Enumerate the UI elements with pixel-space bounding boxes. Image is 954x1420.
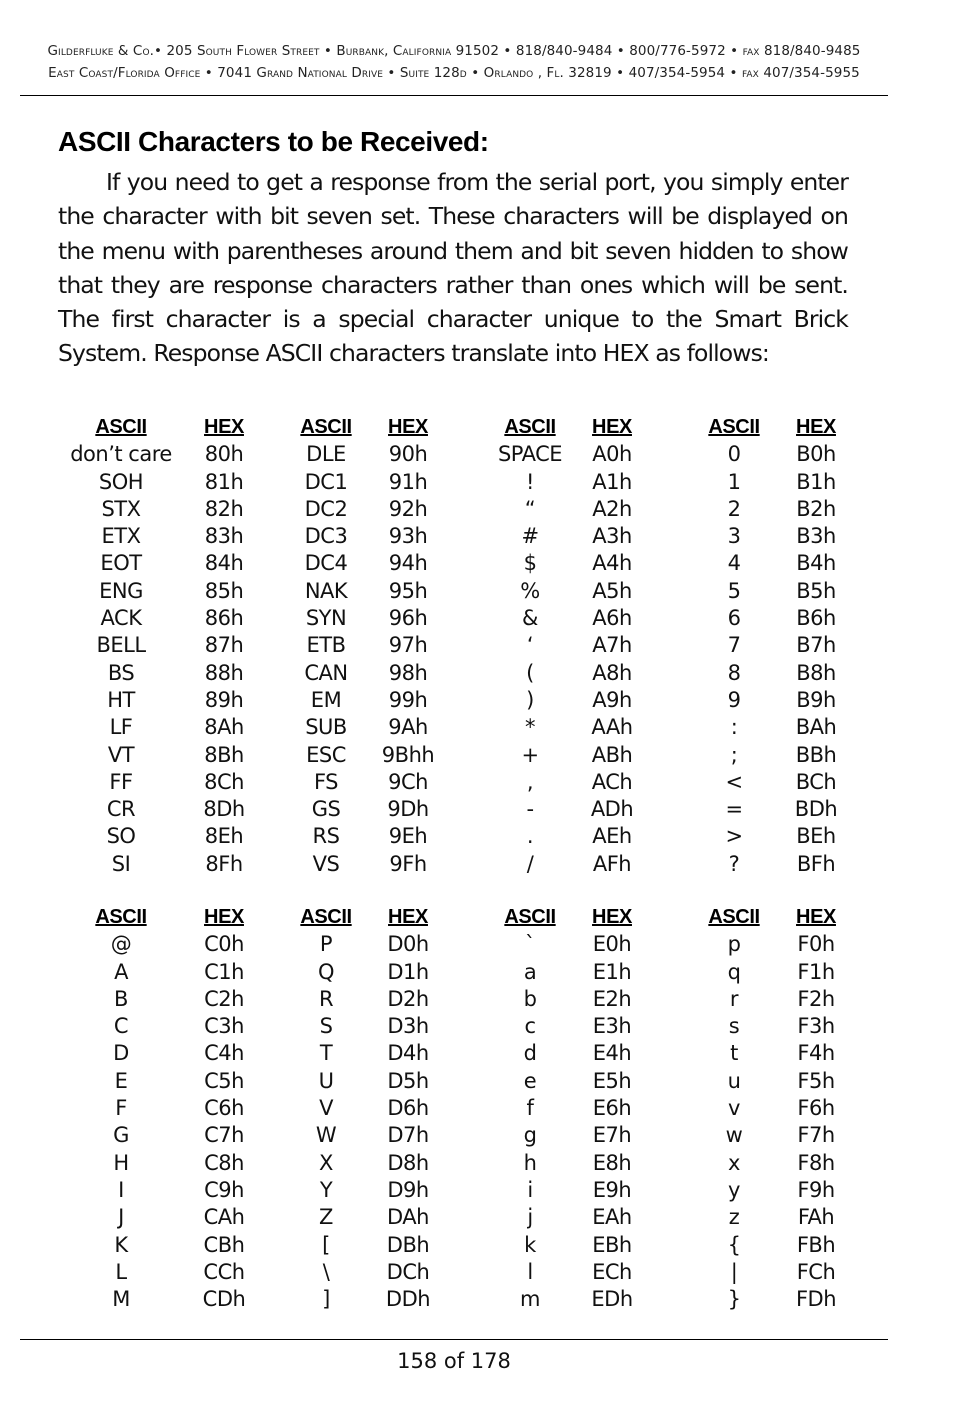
hex-cell: 86h [204,606,244,631]
column-header-ascii: ASCII [708,416,760,438]
ascii-cell: s [728,1014,740,1039]
ascii-cell: ( [526,660,534,685]
ascii-cell: v [728,1096,740,1121]
table-row [58,769,878,796]
hex-cell: F4h [797,1041,835,1066]
ascii-cell: FF [109,769,133,794]
table-row [58,1150,878,1177]
ascii-cell: ! [526,469,534,494]
hex-cell: A5h [592,578,632,603]
table-row [58,469,878,496]
ascii-cell: , [526,769,534,794]
ascii-cell: ETB [306,633,346,658]
hex-cell: 9Dh [387,797,429,822]
table-row [58,1177,878,1204]
hex-cell: C4h [204,1041,244,1066]
table-row [58,1286,878,1313]
ascii-cell: SYN [305,606,347,631]
hex-cell: B6h [796,606,836,631]
table-row [58,1013,878,1040]
column-header-hex: HEX [592,906,632,928]
hex-cell: FCh [796,1259,836,1284]
ascii-cell: 7 [727,633,741,658]
ascii-cell: * [525,715,535,740]
hex-cell: C0h [204,932,244,957]
ascii-cell: Y [319,1177,333,1202]
ascii-cell: J [118,1205,124,1230]
ascii-cell: + [521,742,539,767]
ascii-cell: ETX [101,524,141,549]
ascii-cell: LF [109,715,133,740]
ascii-cell: A [114,959,128,984]
ascii-cell: DC4 [304,551,348,576]
ascii-cell: SO [106,824,136,849]
ascii-cell: W [315,1123,337,1148]
table-row [58,796,878,823]
hex-cell: 8Dh [203,797,245,822]
hex-cell: 88h [204,660,244,685]
ascii-cell: a [523,959,537,984]
ascii-cell: t [730,1041,738,1066]
footer-divider [20,1339,888,1340]
hex-cell: FBh [796,1232,836,1257]
hex-cell: B1h [796,469,836,494]
hex-cell: F6h [797,1096,835,1121]
hex-cell: AEh [592,824,632,849]
hex-cell: A9h [592,687,632,712]
hex-cell: 8Eh [204,824,244,849]
ascii-cell: GS [311,797,341,822]
ascii-cell: { [727,1232,741,1257]
ascii-cell: i [527,1177,533,1202]
ascii-table-block-1 [58,414,878,878]
ascii-cell: STX [101,496,141,521]
hex-cell: F1h [797,959,835,984]
header-line-2: East Coast/Florida Office • 7041 Grand National Drive • Suite 128d • Orlando , Fl. 32819 • 407/354-5954 • fax 407/354-5955 [48,65,860,81]
ascii-cell: 1 [727,469,741,494]
ascii-cell: ENG [99,578,143,603]
ascii-cell: E [114,1068,128,1093]
ascii-cell: ) [526,687,534,712]
ascii-cell: e [523,1068,537,1093]
hex-cell: DAh [387,1205,429,1230]
ascii-cell: BS [107,660,135,685]
ascii-cell: X [319,1150,333,1175]
hex-cell: C5h [204,1068,244,1093]
ascii-cell: > [725,824,743,849]
ascii-cell: - [526,797,534,822]
ascii-cell: S [319,1014,333,1039]
hex-cell: 97h [388,633,428,658]
ascii-cell: p [727,932,741,957]
table-row [58,851,878,878]
ascii-cell: # [521,524,539,549]
hex-cell: F8h [797,1150,835,1175]
hex-cell: AFh [592,851,632,876]
intro-paragraph: If you need to get a response from the serial port, you simply enter the character with bit seven set. These characters will be displayed on the menu with parentheses around them and bit seven hidden to show that they are response characters rather than ones which will be sent. The first character is a special character unique to the Smart Brick System. Response ASCII characters translate into HEX as follows: [58,168,848,368]
ascii-cell: ; [730,742,738,767]
ascii-cell: DLE [306,442,346,467]
column-header-ascii: ASCII [95,906,147,928]
ascii-cell: 4 [727,551,741,576]
hex-cell: BCh [795,769,837,794]
table-row [58,1122,878,1149]
hex-cell: C8h [204,1150,244,1175]
ascii-cell: b [523,986,537,1011]
hex-cell: B0h [796,442,836,467]
hex-cell: 9Fh [389,851,427,876]
ascii-cell: ESC [306,742,346,767]
table-row [58,632,878,659]
ascii-cell: SUB [305,715,347,740]
ascii-cell: DC1 [304,469,348,494]
hex-cell: D8h [387,1150,429,1175]
table-header-row [58,414,878,441]
column-header-ascii: ASCII [504,416,556,438]
table-row [58,742,878,769]
header-line-1: Gilderfluke & Co.• 205 South Flower Street • Burbank, California 91502 • 818/840-9484 • 800/776-5972 • fax 818/840-9485 [47,43,861,59]
ascii-cell: h [523,1150,537,1175]
hex-cell: C3h [204,1014,244,1039]
hex-cell: 92h [388,496,428,521]
hex-cell: 85h [204,578,244,603]
ascii-cell: . [526,824,534,849]
hex-cell: E1h [592,959,632,984]
hex-cell: D3h [387,1014,429,1039]
hex-cell: ACh [591,769,633,794]
ascii-cell: < [725,769,743,794]
hex-cell: D5h [387,1068,429,1093]
hex-cell: EAh [592,1205,632,1230]
hex-cell: D1h [387,959,429,984]
ascii-cell: F [115,1096,127,1121]
ascii-cell: don’t care [70,442,172,467]
hex-cell: BEh [796,824,836,849]
ascii-cell: CAN [304,660,348,685]
ascii-cell: DC2 [304,496,348,521]
hex-cell: E0h [592,932,632,957]
hex-cell: D7h [387,1123,429,1148]
ascii-cell: w [725,1123,743,1148]
table-row [58,1259,878,1286]
hex-cell: E7h [592,1123,632,1148]
hex-cell: CCh [203,1259,245,1284]
ascii-cell: r [729,986,739,1011]
table-row [58,1068,878,1095]
ascii-cell: @ [110,932,132,957]
hex-cell: 89h [204,687,244,712]
ascii-cell: M [112,1287,130,1312]
column-header-hex: HEX [388,416,428,438]
hex-cell: B9h [796,687,836,712]
ascii-cell: j [527,1205,533,1230]
hex-cell: C1h [204,959,244,984]
ascii-cell: L [115,1259,127,1284]
hex-cell: 83h [204,524,244,549]
ascii-cell: G [113,1123,129,1148]
ascii-cell: : [730,715,738,740]
ascii-cell: C [113,1014,129,1039]
table-row [58,523,878,550]
ascii-cell: HT [107,687,135,712]
ascii-cell: u [727,1068,741,1093]
hex-cell: BBh [795,742,837,767]
hex-cell: A3h [592,524,632,549]
table-row [58,660,878,687]
hex-cell: CDh [202,1287,246,1312]
column-header-hex: HEX [796,416,836,438]
hex-cell: BDh [794,797,838,822]
hex-cell: 96h [388,606,428,631]
ascii-cell: “ [524,496,536,521]
table-row [58,687,878,714]
hex-cell: F2h [797,986,835,1011]
column-header-ascii: ASCII [300,416,352,438]
ascii-cell: RS [312,824,340,849]
hex-cell: F5h [797,1068,835,1093]
ascii-cell: 9 [727,687,741,712]
hex-cell: 87h [204,633,244,658]
hex-cell: E9h [592,1177,632,1202]
table-row [58,1204,878,1231]
ascii-cell: NAK [304,578,348,603]
column-header-ascii: ASCII [95,416,147,438]
section-title: ASCII Characters to be Received: [58,126,489,157]
ascii-cell: g [523,1123,537,1148]
hex-cell: 80h [204,442,244,467]
hex-cell: E5h [592,1068,632,1093]
ascii-cell: V [319,1096,333,1121]
hex-cell: 9Bhh [381,742,435,767]
table-row [58,441,878,468]
hex-cell: AAh [591,715,633,740]
ascii-cell: 0 [727,442,741,467]
hex-cell: 9Ah [388,715,428,740]
ascii-cell: / [526,851,534,876]
hex-cell: B8h [796,660,836,685]
hex-cell: EDh [591,1287,633,1312]
hex-cell: B3h [796,524,836,549]
ascii-cell: $ [523,551,537,576]
ascii-cell: f [526,1096,534,1121]
hex-cell: A2h [592,496,632,521]
table-row [58,1232,878,1259]
column-header-hex: HEX [204,906,244,928]
hex-cell: CAh [203,1205,245,1230]
hex-cell: 8Bh [204,742,244,767]
ascii-cell: H [113,1150,129,1175]
hex-cell: E2h [592,986,632,1011]
hex-cell: 99h [388,687,428,712]
ascii-cell: CR [106,797,136,822]
column-header-hex: HEX [592,416,632,438]
hex-cell: A0h [592,442,632,467]
table-row [58,550,878,577]
ascii-cell: VS [312,851,340,876]
ascii-cell: = [725,797,743,822]
hex-cell: A7h [592,633,632,658]
ascii-cell: ? [728,851,740,876]
hex-cell: F9h [797,1177,835,1202]
page-number: 158 of 178 [397,1349,511,1373]
header-divider [20,95,888,96]
ascii-cell: 6 [727,606,741,631]
ascii-cell: ] [322,1287,330,1312]
ascii-cell: 3 [727,524,741,549]
table-row [58,496,878,523]
hex-cell: B2h [796,496,836,521]
hex-cell: A8h [592,660,632,685]
table-row [58,986,878,1013]
hex-cell: EBh [592,1232,632,1257]
hex-cell: D4h [387,1041,429,1066]
hex-cell: C2h [204,986,244,1011]
table-row [58,1095,878,1122]
ascii-cell: ACK [100,606,142,631]
ascii-cell: U [318,1068,334,1093]
hex-cell: DDh [385,1287,431,1312]
hex-cell: F7h [797,1123,835,1148]
hex-cell: D0h [387,932,429,957]
ascii-cell: D [113,1041,129,1066]
hex-cell: D9h [387,1177,429,1202]
table-row [58,931,878,958]
hex-cell: 9Ch [388,769,428,794]
ascii-cell: FS [313,769,339,794]
hex-cell: 84h [204,551,244,576]
hex-cell: 91h [388,469,428,494]
ascii-cell: z [728,1205,740,1230]
ascii-cell: } [727,1287,741,1312]
column-header-ascii: ASCII [708,906,760,928]
hex-cell: 82h [204,496,244,521]
column-header-ascii: ASCII [504,906,556,928]
ascii-cell: ` [525,932,535,957]
column-header-hex: HEX [796,906,836,928]
hex-cell: A1h [592,469,632,494]
hex-cell: D6h [387,1096,429,1121]
ascii-cell: R [318,986,334,1011]
table-row [58,605,878,632]
hex-cell: F3h [797,1014,835,1039]
table-row [58,823,878,850]
hex-cell: B5h [796,578,836,603]
ascii-cell: Q [317,959,335,984]
hex-cell: 94h [388,551,428,576]
column-header-ascii: ASCII [300,906,352,928]
ascii-cell: 2 [727,496,741,521]
hex-cell: E3h [592,1014,632,1039]
hex-cell: B4h [796,551,836,576]
ascii-cell: ‘ [526,633,534,658]
ascii-cell: m [520,1287,540,1312]
hex-cell: ABh [591,742,633,767]
ascii-cell: P [319,932,333,957]
ascii-cell: DC3 [304,524,348,549]
ascii-cell: c [524,1014,536,1039]
hex-cell: 81h [204,469,244,494]
hex-cell: 90h [388,442,428,467]
ascii-cell: x [728,1150,740,1175]
hex-cell: E4h [592,1041,632,1066]
ascii-cell: Z [319,1205,333,1230]
hex-cell: CBh [203,1232,245,1257]
hex-cell: D2h [387,986,429,1011]
ascii-cell: y [728,1177,740,1202]
ascii-cell: k [524,1232,536,1257]
hex-cell: ECh [592,1259,632,1284]
ascii-cell: | [730,1259,738,1284]
hex-cell: E6h [592,1096,632,1121]
table-row [58,1040,878,1067]
hex-cell: 9Eh [388,824,428,849]
hex-cell: BAh [795,715,837,740]
ascii-table-block-2 [58,904,878,1313]
ascii-cell: d [523,1041,537,1066]
hex-cell: 98h [388,660,428,685]
ascii-cell: K [114,1232,128,1257]
hex-cell: F0h [797,932,835,957]
table-header-row [58,904,878,931]
column-header-hex: HEX [204,416,244,438]
hex-cell: 8Ch [204,769,244,794]
table-row [58,959,878,986]
hex-cell: 8Fh [205,851,243,876]
ascii-cell: BELL [96,633,146,658]
ascii-cell: q [727,959,741,984]
hex-cell: 95h [388,578,428,603]
ascii-cell: \ [322,1259,330,1284]
hex-cell: C9h [204,1177,244,1202]
hex-cell: C6h [204,1096,244,1121]
hex-cell: FAh [797,1205,835,1230]
ascii-cell: EM [310,687,342,712]
hex-cell: A4h [592,551,632,576]
hex-cell: 8Ah [204,715,244,740]
hex-cell: 93h [388,524,428,549]
table-row [58,578,878,605]
column-header-hex: HEX [388,906,428,928]
ascii-cell: EOT [100,551,142,576]
ascii-cell: VT [107,742,135,767]
ascii-cell: 5 [727,578,741,603]
ascii-cell: T [319,1041,333,1066]
ascii-cell: & [522,606,538,631]
hex-cell: FDh [795,1287,837,1312]
ascii-cell: SI [111,851,131,876]
ascii-cell: SOH [98,469,144,494]
hex-cell: BFh [796,851,836,876]
hex-cell: DCh [386,1259,430,1284]
ascii-cell: % [520,578,540,603]
hex-cell: B7h [796,633,836,658]
hex-cell: A6h [592,606,632,631]
hex-cell: ADh [590,797,634,822]
hex-cell: DBh [386,1232,430,1257]
ascii-cell: [ [322,1232,330,1257]
ascii-cell: I [118,1177,124,1202]
ascii-cell: l [527,1259,533,1284]
ascii-cell: SPACE [497,442,563,467]
table-row [58,714,878,741]
ascii-cell: 8 [727,660,741,685]
page-header [20,40,888,84]
hex-cell: E8h [592,1150,632,1175]
hex-cell: C7h [204,1123,244,1148]
ascii-cell: B [114,986,128,1011]
